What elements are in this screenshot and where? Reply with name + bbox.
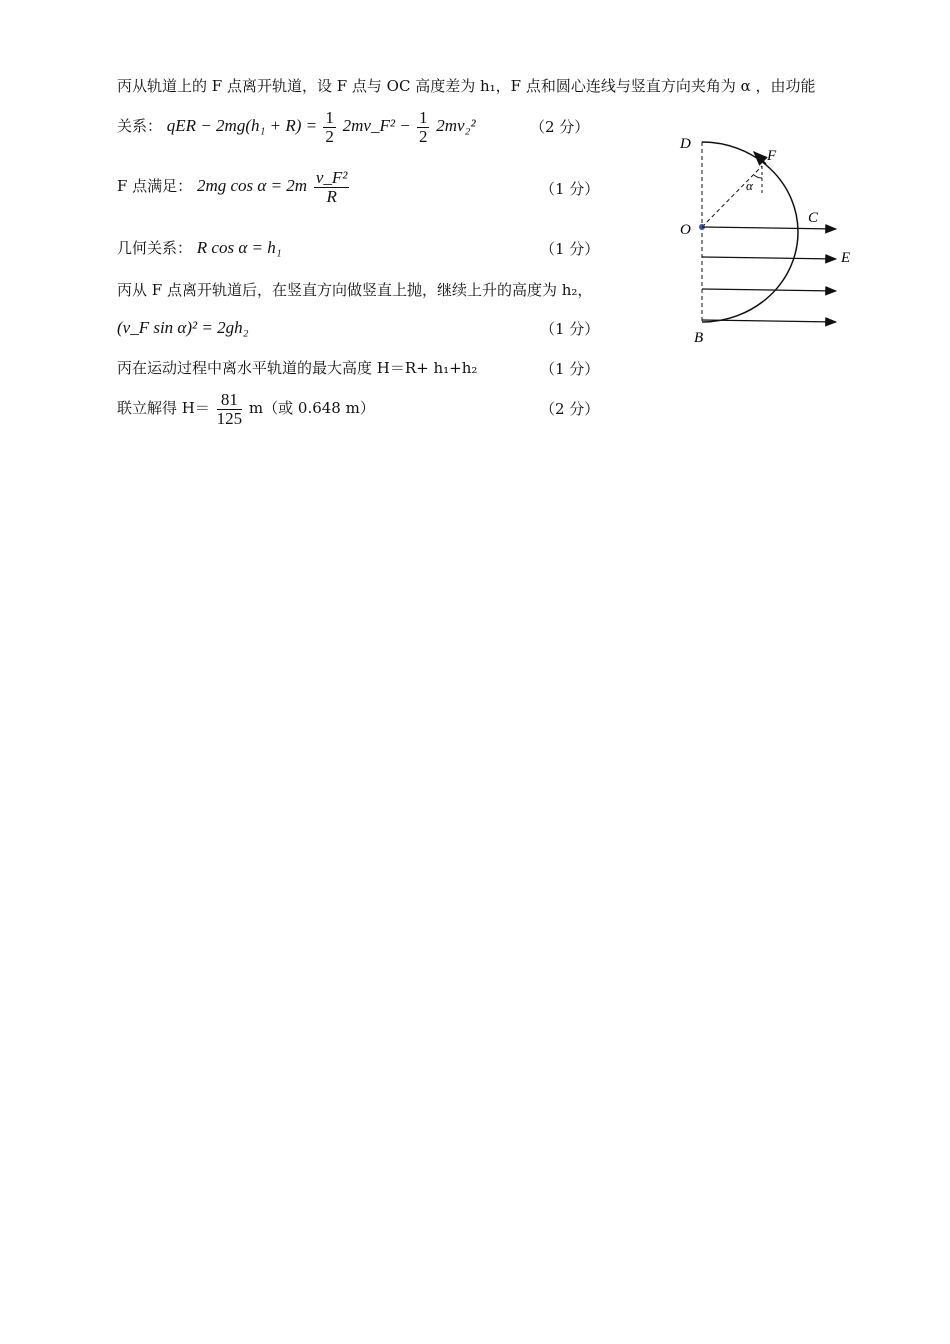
energy-equation-line	[117, 106, 476, 146]
f-point-condition-prefix: F 点满足：	[117, 177, 193, 195]
half-numerator-1: 1	[325, 107, 334, 127]
field-line-2	[702, 257, 836, 259]
label-e: E	[841, 250, 851, 266]
r-denominator: R	[326, 186, 337, 206]
field-line-4	[702, 320, 836, 322]
label-f: F	[767, 148, 777, 164]
field-line-1	[702, 227, 836, 229]
energy-equation-prefix: 关系：	[117, 117, 163, 135]
half-denominator-1: 2	[325, 126, 334, 146]
energy-equation-lhs: qER − 2mg(h₁ + R) =	[166, 116, 322, 135]
label-c: C	[808, 210, 819, 226]
label-alpha: α	[746, 178, 753, 193]
result-prefix: 联立解得 H＝	[117, 399, 210, 417]
vf-squared-numerator: v_F²	[315, 167, 348, 187]
text-line-vertical-throw: 丙从 F 点离开轨道后，在竖直方向做竖直上抛，继续上升的高度为 h₂，	[117, 281, 593, 299]
label-b: B	[694, 330, 704, 346]
score-f-point-condition: （1 分）	[540, 180, 600, 198]
vertical-throw-equation-line	[117, 318, 249, 338]
half-fraction-1	[323, 109, 336, 146]
score-energy-equation: （2 分）	[530, 118, 590, 136]
field-line-3	[702, 289, 836, 291]
geometry-relation-prefix: 几何关系：	[117, 239, 193, 257]
max-height-line: 丙在运动过程中离水平轨道的最大高度 H＝R+ h₁+h₂	[117, 359, 478, 377]
label-d: D	[680, 136, 691, 152]
half-numerator-2: 1	[418, 107, 428, 127]
result-line	[117, 388, 375, 428]
result-denominator: 125	[216, 408, 243, 428]
track-diagram	[670, 128, 870, 350]
score-max-height: （1 分）	[540, 360, 600, 378]
result-numerator: 81	[217, 391, 243, 410]
text-line-1: 丙从轨道上的 F 点离开轨道，设 F 点与 OC 高度差为 h₁，F 点和圆心连线与竖直方向夹角为 α ，由功能	[117, 77, 816, 95]
f-point-condition-line	[117, 166, 351, 206]
half-fraction-2	[417, 109, 430, 146]
half-denominator-2: 2	[418, 126, 428, 146]
result-suffix: m（或 0.648 m）	[248, 399, 375, 417]
label-o: O	[680, 222, 691, 238]
energy-equation-term-1: 2mv_F² −	[342, 116, 415, 135]
vertical-throw-equation: (v_F sin α)² = 2gh₂	[117, 318, 249, 337]
vf-over-r-fraction	[314, 169, 350, 206]
score-vertical-throw: （1 分）	[540, 320, 600, 338]
result-fraction	[217, 391, 243, 428]
score-geometry-relation: （1 分）	[540, 240, 600, 258]
geometry-relation-eq: R cos α = h₁	[196, 238, 282, 257]
score-result: （2 分）	[540, 400, 600, 418]
energy-equation-term-2: 2mv₂²	[436, 116, 476, 135]
angle-alpha-arc	[754, 175, 762, 178]
geometry-relation-line	[117, 238, 282, 258]
f-point-condition-eq: 2mg cos α = 2m	[196, 176, 308, 195]
semicircle-track	[702, 142, 798, 322]
radius-of-line	[702, 166, 762, 227]
